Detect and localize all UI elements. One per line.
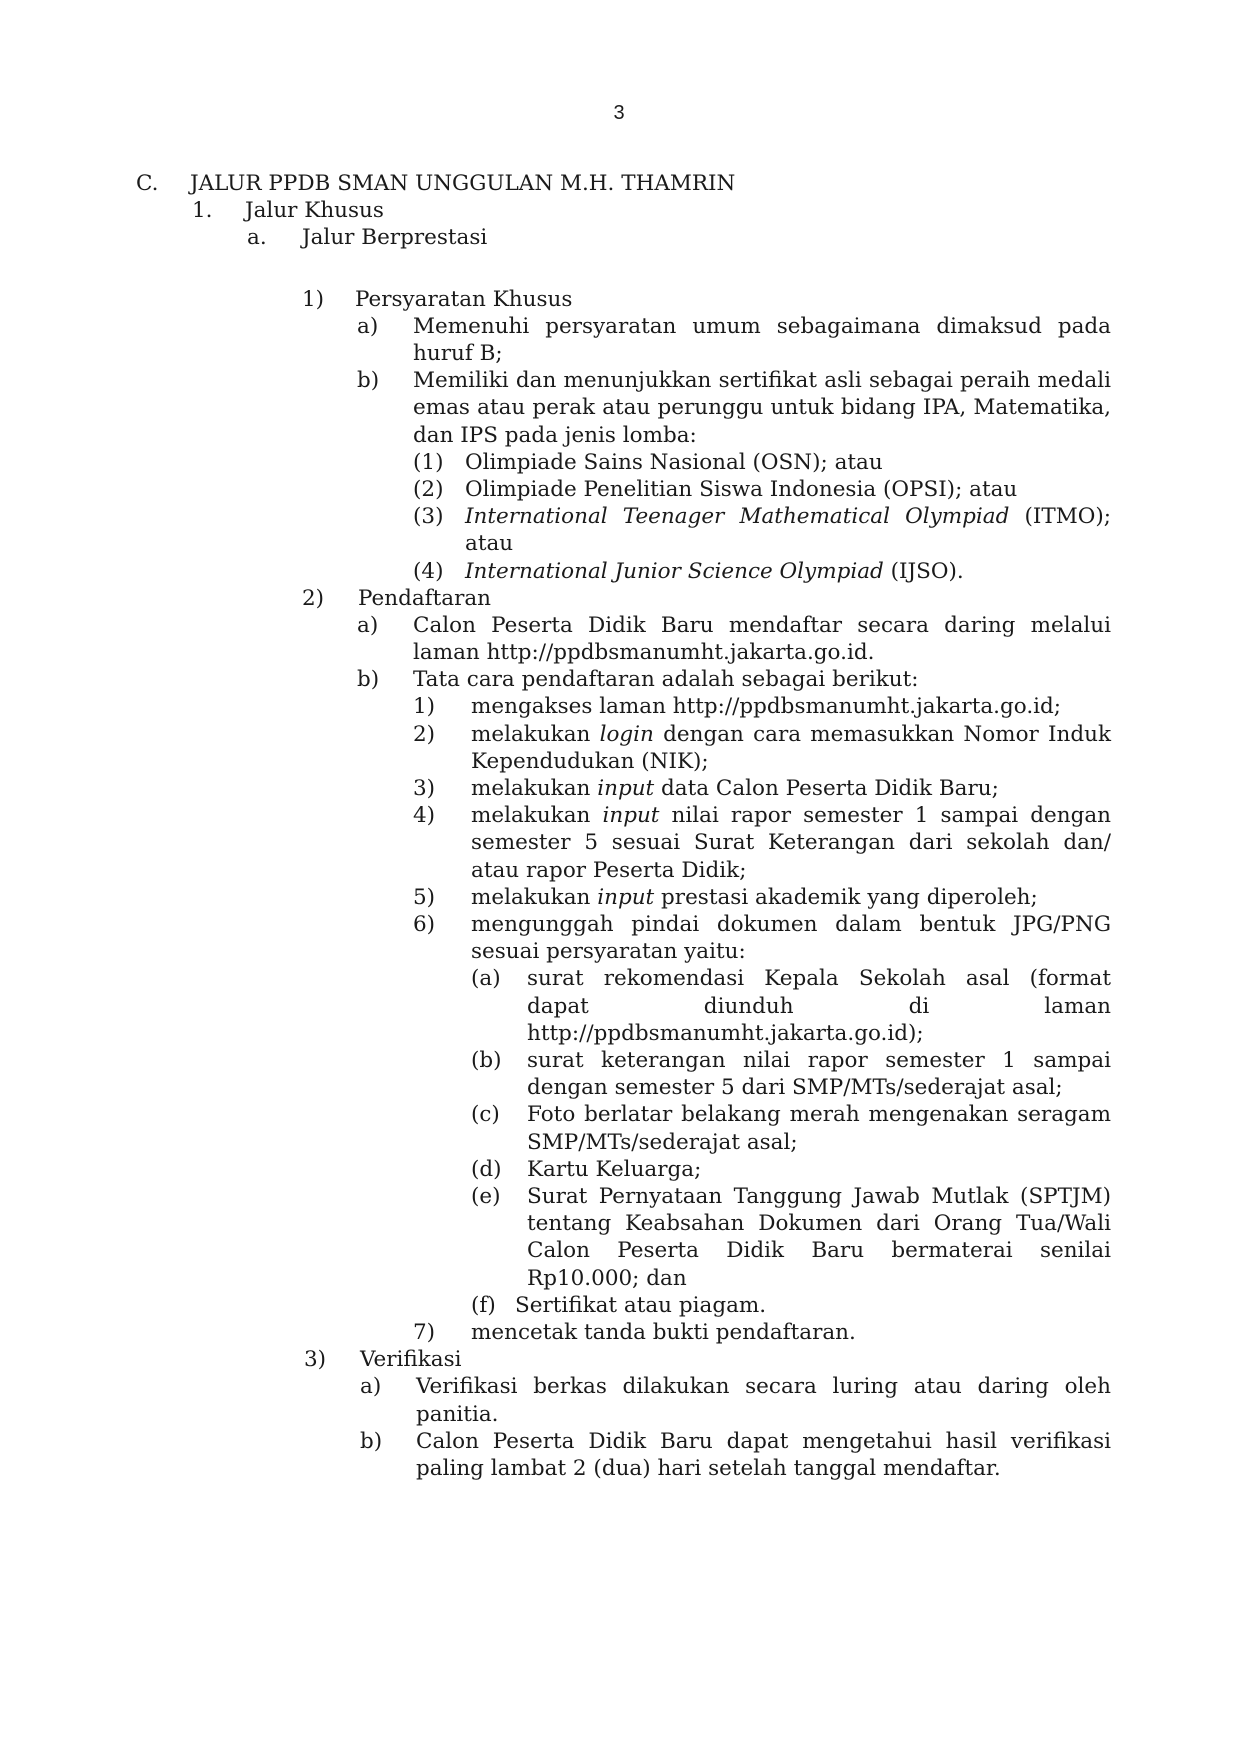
step-item [0, 911, 1238, 965]
item-label: a) [357, 313, 379, 339]
part-heading [0, 1346, 1238, 1373]
part-heading [0, 286, 1238, 313]
subsection-heading [0, 197, 1238, 224]
document-item [0, 1101, 1238, 1155]
item-label: b) [360, 1428, 383, 1454]
step-text [471, 721, 1111, 775]
item-label: (1) [413, 449, 444, 475]
step-text-post: nilai rapor semester 1 sampai dengan semester 5 sesuai Surat Keterangan dari sekolah dan/ atau rapor Peserta Didik; [471, 803, 1111, 883]
step-label: 3) [413, 776, 436, 802]
item-label: a) [357, 612, 379, 638]
step-item [0, 775, 1238, 802]
document-item [0, 965, 1238, 1047]
subsubsection-label: a. [247, 225, 267, 251]
step-text-pre: melakukan [471, 803, 603, 829]
document-item [0, 1156, 1238, 1183]
step-text [471, 911, 1111, 965]
item-label: b) [357, 667, 380, 693]
section-heading [0, 170, 1238, 197]
step-text-pre: melakukan [471, 776, 598, 802]
step-text-italic: input [597, 776, 655, 802]
document-item [0, 1183, 1238, 1292]
doc-label: (e) [471, 1183, 501, 1209]
item-text-rest: (ITMO); atau [465, 504, 1111, 557]
section-title: JALUR PPDB SMAN UNGGULAN M.H. THAMRIN [190, 171, 736, 196]
item-text: Verifikasi berkas dilakukan secara luring atau daring oleh panitia. [416, 1374, 1111, 1427]
part-label: 1) [302, 286, 325, 312]
subsection-label: 1. [192, 198, 213, 224]
subsubsection-title: Jalur Berprestasi [302, 225, 488, 251]
step-text [471, 884, 1111, 911]
item-text-italic: International Teenager Mathematical Olympiad [465, 504, 1010, 530]
step-item [0, 1319, 1238, 1346]
item-label: a) [360, 1374, 382, 1400]
doc-label: (c) [471, 1102, 500, 1128]
step-text-post: data Calon Peserta Didik Baru; [654, 776, 999, 802]
item-text-rest: (IJSO). [883, 558, 964, 584]
doc-text: surat keterangan nilai rapor semester 1 sampai dengan semester 5 dari SMP/MTs/sederajat asal; [527, 1047, 1111, 1101]
subsection-title: Jalur Khusus [245, 198, 384, 224]
subsubsection-heading [0, 224, 1238, 251]
step-text: mencetak tanda bukti pendaftaran. [471, 1319, 856, 1345]
step-item [0, 693, 1238, 720]
list-item [0, 367, 1238, 449]
item-text [465, 558, 1111, 585]
doc-text: Kartu Keluarga; [527, 1156, 702, 1182]
item-label: (4) [413, 558, 444, 584]
doc-text: Foto berlatar belakang merah mengenakan seragam SMP/MTs/sederajat asal; [527, 1102, 1111, 1155]
step-text [471, 693, 1111, 720]
step-text-post: prestasi akademik yang diperoleh; [654, 884, 1038, 910]
step-text-italic: input [602, 803, 660, 829]
step-text-pre: melakukan [471, 884, 598, 910]
item-text: Calon Peserta Didik Baru mendaftar secara daring melalui laman http://ppdbsmanumht.jakarta.go.id. [413, 612, 1111, 666]
list-item [0, 612, 1238, 666]
doc-label: (f) [471, 1292, 496, 1318]
step-label: 4) [413, 803, 436, 829]
list-item [0, 313, 1238, 367]
item-label: (3) [413, 504, 444, 530]
step-text-italic: input [597, 884, 655, 910]
page-number: 3 [613, 102, 625, 124]
document-body [0, 170, 1238, 1482]
doc-text: Surat Pernyataan Tanggung Jawab Mutlak (SPTJM) tentang Keabsahan Dokumen dari Orang Tua/Wali Calon Peserta Didik Baru bermaterai senilai Rp10.000; dan [527, 1183, 1111, 1291]
doc-text: surat rekomendasi Kepala Sekolah asal (format dapat diunduh di laman http://ppdbsmanumht.jakarta.go.id); [527, 966, 1111, 1046]
part-title: Persyaratan Khusus [355, 286, 573, 312]
part-label: 2) [302, 585, 325, 611]
doc-text: Sertifikat atau piagam. [515, 1292, 767, 1318]
step-label: 5) [413, 884, 436, 910]
item-text [465, 503, 1111, 557]
item-text: Olimpiade Penelitian Siswa Indonesia (OPSI); atau [465, 476, 1018, 502]
document-item [0, 1292, 1238, 1319]
section-label: C. [136, 171, 159, 196]
item-text: Memiliki dan menunjukkan sertifikat asli sebagai peraih medali emas atau perak atau perunggu untuk bidang IPA, Matematika, dan IPS pada jenis lomba: [413, 368, 1111, 448]
item-text: Tata cara pendaftaran adalah sebagai berikut: [413, 667, 919, 693]
item-text: Memenuhi persyaratan umum sebagaimana dimaksud pada huruf B; [413, 313, 1111, 366]
step-label: 6) [413, 912, 436, 937]
step-label: 2) [413, 721, 436, 747]
competition-item [0, 503, 1238, 557]
step-text-post: dengan cara memasukkan Nomor Induk Kependudukan (NIK); [471, 721, 1111, 774]
doc-label: (d) [471, 1156, 502, 1182]
item-text: Olimpiade Sains Nasional (OSN); atau [465, 449, 883, 475]
step-item [0, 884, 1238, 911]
part-label: 3) [304, 1347, 327, 1373]
step-text [471, 775, 1111, 802]
step-text-pre: melakukan [471, 721, 600, 747]
part-title: Verifikasi [360, 1347, 462, 1373]
step-label: 1) [413, 694, 436, 720]
item-text: Calon Peserta Didik Baru dapat mengetahui hasil verifikasi paling lambat 2 (dua) hari setelah tanggal mendaftar. [416, 1428, 1111, 1481]
item-label: b) [357, 368, 380, 394]
step-text [471, 802, 1111, 884]
part-title: Pendaftaran [358, 585, 492, 611]
step-item [0, 802, 1238, 884]
step-text-pre: mengunggah pindai dokumen dalam bentuk JPG/PNG sesuai persyaratan yaitu: [471, 912, 1111, 965]
list-item [0, 666, 1238, 693]
doc-label: (b) [471, 1047, 502, 1073]
step-label: 7) [413, 1319, 436, 1345]
list-item [0, 1428, 1238, 1482]
document-item [0, 1047, 1238, 1101]
competition-item [0, 476, 1238, 503]
step-text-pre: mengakses laman http://ppdbsmanumht.jakarta.go.id; [471, 694, 1062, 720]
step-text-italic: login [599, 721, 654, 747]
doc-label: (a) [471, 966, 501, 992]
part-heading [0, 585, 1238, 612]
item-text-italic: International Junior Science Olympiad [465, 558, 884, 584]
item-label: (2) [413, 476, 444, 502]
competition-item [0, 449, 1238, 476]
competition-item [0, 558, 1238, 585]
list-item [0, 1373, 1238, 1427]
step-item [0, 721, 1238, 775]
